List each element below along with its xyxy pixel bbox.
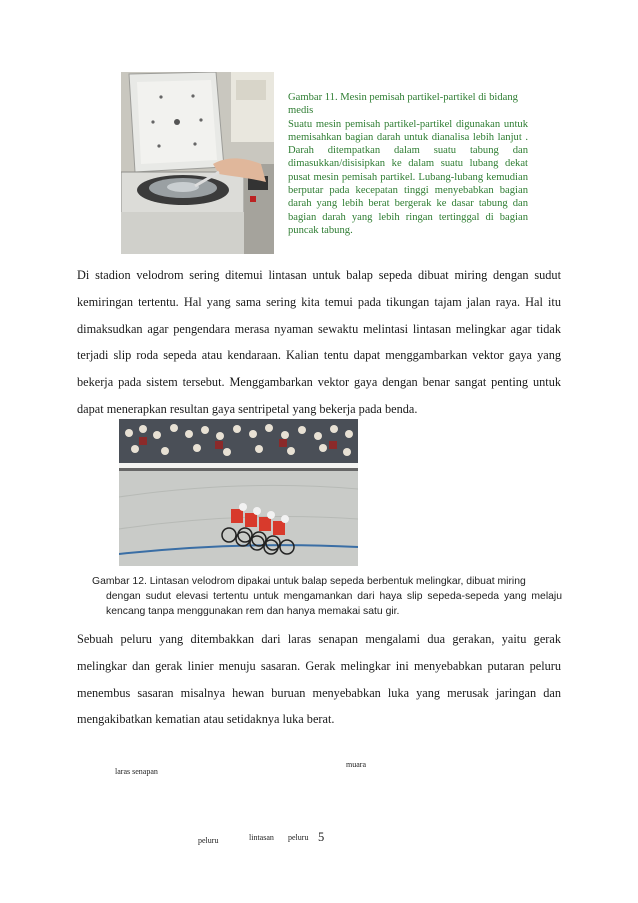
figure-11-title: Gambar 11. Mesin pemisah partikel-partikel di bidang medis	[288, 92, 518, 117]
diagram-label-peluru: peluru	[288, 833, 309, 842]
centrifuge-photo	[121, 72, 274, 254]
velodrome-photo	[119, 419, 358, 566]
figure-12-caption-line1: Gambar 12. Lintasan velodrom dipakai untuk balap sepeda berbentuk melingkar, dibuat miring	[92, 576, 526, 587]
figure-11-description: Suatu mesin pemisah partikel-partikel digunakan untuk memisahkan bagian darah untuk dianalisa lebih lanjut . Darah ditempatkan dalam suatu tabung dan dimasukkan/disisipkan ke dalam suatu lubang dekat pusat mesin pemisah partikel. Lubang-lubang kemudian berputar pada kecepatan tinggi menyebabkan bagian darah yang lebih berat bergerak ke dasar tabung dan bagian darah yang lebih ringan tertinggal di bagian puncak tabung.	[288, 118, 528, 236]
figure-12-caption	[92, 574, 562, 619]
diagram-label-laras-senapan: laras senapan	[115, 767, 158, 776]
diagram-label-peluru: peluru	[198, 836, 219, 845]
paragraph-velodrome: Di stadion velodrom sering ditemui lintasan untuk balap sepeda dibuat miring dengan sudut kemiringan tertentu. Hal yang sama sering kita temui pada tikungan tajam jalan raya. Hal itu dimaksudkan agar pengendara merasa nyaman sewaktu melintasi lintasan melingkar agar tidak terjadi slip roda sepeda atau kendaraan. Kalian tentu dapat menggambarkan vektor gaya yang bekerja pada sistem tersebut. Menggambarkan vektor gaya dengan benar sangat penting untuk dapat menerapkan resultan gaya sentripetal yang bekerja pada benda.	[77, 268, 561, 416]
diagram-label-lintasan: lintasan	[249, 833, 274, 842]
figure-12-caption-rest: dengan sudut elevasi tertentu untuk mengamankan dari haya slip sepeda-sepeda yang melaju kencang tanpa menggunakan rem dan hanya memakai satu gir.	[106, 591, 562, 617]
page-number: 5	[318, 830, 325, 844]
diagram-label-muara: muara	[346, 760, 366, 769]
paragraph-bullet: Sebuah peluru yang ditembakkan dari laras senapan mengalami dua gerakan, yaitu gerak melingkar dan gerak linier menuju sasaran. Gerak melingkar ini menyebabkan putaran peluru menembus sasaran misalnya hewan buruan menyebabkan luka yang merusak jaringan dan mengakibatkan kematian atau setidaknya luka berat.	[77, 632, 561, 727]
figure-11-caption	[288, 91, 528, 237]
